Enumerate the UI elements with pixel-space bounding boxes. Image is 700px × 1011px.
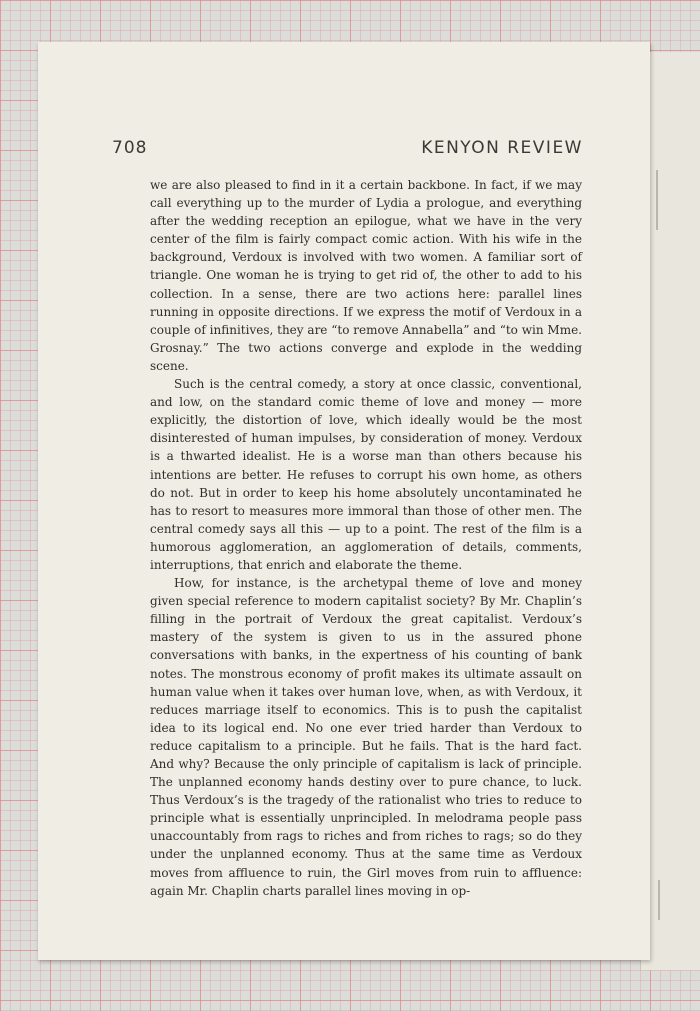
running-header <box>110 98 583 158</box>
journal-title: KENYON REVIEW <box>421 138 583 158</box>
page-crease-mark <box>656 170 658 230</box>
page-crease-mark <box>658 880 660 920</box>
paragraph-1: we are also pleased to find in it a certain backbone. In fact, if we may call everything up to the murder of Lydia a prologue, and everything after the wedding reception an epilogue, what we have in the very center of the film is fairly compact comic action. With his wife in the background, Verdoux is involved with two women. A familiar sort of triangle. One woman he is trying to get rid of, the other to add to his collection. In a sense, there are two actions here: parallel lines running in opposite directions. If we express the motif of Verdoux in a couple of infinitives, they are “to remove Annabella” and “to win Mme. Grosnay.” The two actions converge and explode in the wedding scene. <box>150 178 582 373</box>
paragraph-3: How, for instance, is the archetypal theme of love and money given special reference to modern capitalist society? By Mr. Chaplin’s filling in the portrait of Verdoux the great capitalist. Verdoux’s mastery of the system is given to us in the assured phone conversations with banks, in the expertness of his counting of bank notes. The monstrous economy of profit makes its ultimate assault on human value when it takes over human love, when, as with Verdoux, it reduces marriage itself to economics. This is to push the capitalist idea to its logical end. No one ever tried harder than Verdoux to reduce capitalism to a principle. But he fails. That is the hard fact. And why? Because the only principle of capitalism is lack of principle. The unplanned economy hands destiny over to pure chance, to luck. Thus Verdoux’s is the tragedy of the rationalist who tries to reduce to principle what is essentially unprincipled. In melodrama people pass unaccountably from rags to riches and from riches to rags; so do they under the unplanned economy. Thus at the same time as Verdoux moves from affluence to ruin, the Girl moves from ruin to affluence: again Mr. Chaplin charts parallel lines moving in op- <box>150 576 582 898</box>
body-text <box>150 176 582 900</box>
page-number: 708 <box>112 138 148 158</box>
paragraph-2: Such is the central comedy, a story at once classic, conventional, and low, on the standard comic theme of love and money — more explicitly, the distortion of love, which ideally would be the most disinterested of human impulses, by consideration of money. Verdoux is a thwarted idealist. He is a worse man than others because his intentions are better. He refuses to corrupt his own home, as others do not. But in order to keep his home absolutely uncontaminated he has to resort to measures more immoral than those of other men. The central comedy says all this — up to a point. The rest of the film is a humorous agglomeration, an agglomeration of details, comments, interruptions, that enrich and elaborate the theme. <box>150 377 582 572</box>
